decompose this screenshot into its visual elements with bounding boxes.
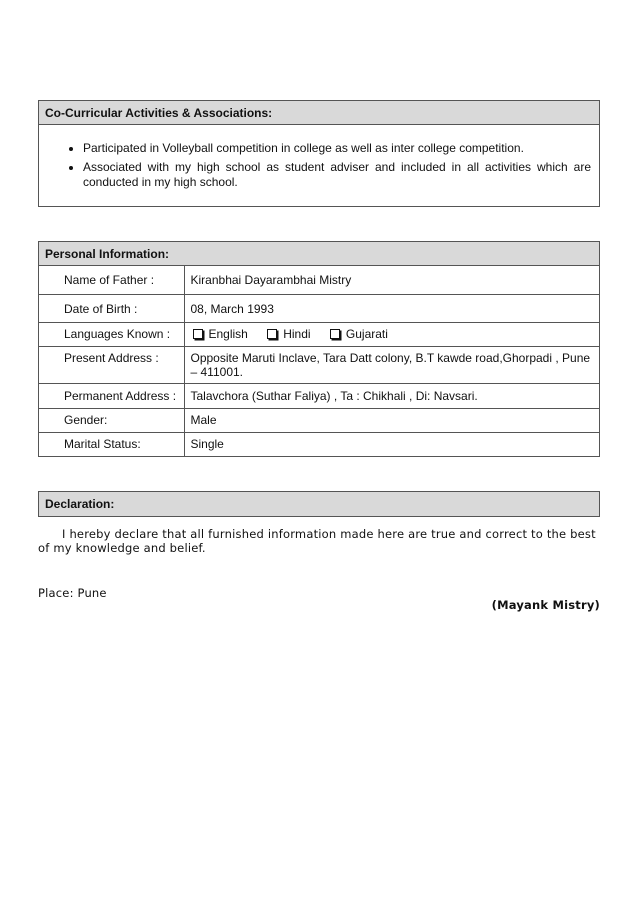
language-label: English	[208, 326, 248, 341]
gender-label: Gender:	[39, 408, 184, 432]
cocurricular-section	[38, 100, 600, 207]
personal-info-section	[38, 241, 600, 457]
languages-label: Languages Known :	[39, 322, 184, 346]
declaration-section	[38, 491, 600, 517]
language-item	[328, 327, 388, 341]
language-item	[191, 327, 248, 341]
language-label: Gujarati	[345, 326, 388, 341]
checkbox-icon	[193, 329, 203, 339]
permanent-address-label: Permanent Address :	[39, 383, 184, 408]
checkbox-icon	[267, 329, 277, 339]
personal-info-title: Personal Information:	[39, 242, 599, 266]
gender-value: Male	[184, 408, 599, 432]
cocurricular-title: Co-Curricular Activities & Associations:	[39, 101, 599, 125]
table-row	[39, 266, 599, 294]
languages-value	[184, 322, 599, 346]
dob-label: Date of Birth :	[39, 294, 184, 322]
father-label: Name of Father :	[39, 266, 184, 294]
personal-info-table	[39, 266, 599, 456]
table-row	[39, 294, 599, 322]
table-row	[39, 408, 599, 432]
permanent-address-value: Talavchora (Suthar Faliya) , Ta : Chikhali , Di: Navsari.	[184, 383, 599, 408]
declaration-text: I hereby declare that all furnished information made here are true and correct to the best of my knowledge and belief.	[38, 527, 596, 555]
list-item: • Participated in Volleyball competition in college as well as inter college competition.	[83, 141, 591, 156]
checkbox-icon	[330, 329, 340, 339]
dob-value: 08, March 1993	[184, 294, 599, 322]
table-row	[39, 383, 599, 408]
marital-status-label: Marital Status:	[39, 432, 184, 456]
language-item	[265, 327, 310, 341]
list-item: • Associated with my high school as student adviser and included in all activities which are conducted in my high school.	[83, 160, 591, 190]
table-row	[39, 322, 599, 346]
cocurricular-list	[39, 125, 599, 190]
father-value: Kiranbhai Dayarambhai Mistry	[190, 273, 352, 287]
language-label: Hindi	[283, 326, 311, 341]
place-text: Place: Pune	[38, 586, 107, 600]
present-address-label: Present Address :	[39, 346, 184, 383]
declaration-title: Declaration:	[39, 492, 599, 516]
marital-status-value: Single	[184, 432, 599, 456]
table-row	[39, 432, 599, 456]
table-row	[39, 346, 599, 383]
present-address-value: Opposite Maruti Inclave, Tara Datt colony, B.T kawde road,Ghorpadi , Pune – 411001.	[184, 346, 599, 383]
signature-name: (Mayank Mistry)	[491, 598, 600, 612]
